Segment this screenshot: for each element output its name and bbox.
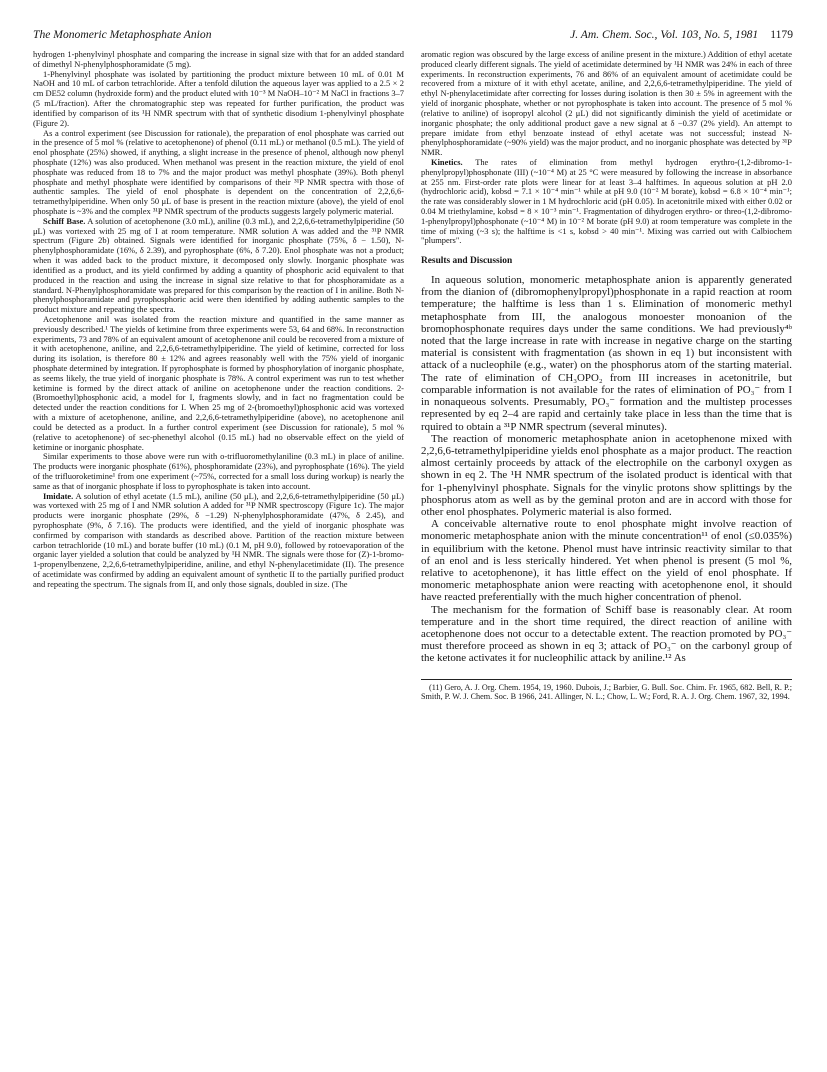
run-in-heading: Schiff Base.	[43, 215, 86, 226]
running-title: The Monomeric Metaphosphate Anion	[33, 28, 212, 41]
left-column	[33, 50, 404, 590]
body-columns	[33, 50, 793, 1060]
paragraph: Acetophenone anil was isolated from the reaction mixture and quantified in the same manner as previously described.¹ The yields of ketimine from three experiments were 53, 64 and 68%. In reconstruction experiments, 73 and 78% of an equivalent amount of acetophenone anil could be recovered from a mixture of it with acetophenone, aniline, and 2,2,6,6-tetramethylpiperidine. The yield of ketimine, corrected for loss during its isolation, is therefore 80 ± 12% and agrees reasonably well with the 75% yield of inorganic phosphate determined by integration. If pyrophosphate is formed by phosphorylation of inorganic phosphate, as seems likely, the true yield of inorganic phosphate is 78%. A control experiment was run to test whether ketimine is formed by the direct attack of aniline on acetophenone under the reaction conditions. 2-(Bromoethyl)phosphonic acid, a model for I, fragments slowly, and in fact no fragmentation could be detected under the reaction conditions for I. When 25 mg of 2-(bromoethyl)phosphonic acid was vortexed with a mixture of acetophenone, aniline, and 2,2,6,6-tetramethylpiperidine (above), no acetophenone anil could be detected as a product. In a further control experiment (see Discussion for rationale), 5 mol % (relative to acetophenone) of sec-phenethyl alcohol (0.15 mL) had no observable effect on the yield of ketimine or inorganic phosphate.	[33, 313, 404, 452]
paragraph-text: The rates of elimination from methyl hydrogen erythro-(1,2-dibromo-1-phenylpropyl)phosphonate (III) (~10⁻⁴ M) at 25 °C were measured by following the increase in absorbance at 255 nm. First-order rate plots were linear for at least 3–4 halftimes. In aqueous solution at pH 2.0 (hydrochloric acid), kobsd = 7.1 × 10⁻⁴ min⁻¹ while at pH 9.0 (10⁻² M borate), kobsd = 6.8 × 10⁻⁴ min⁻¹; the rate was considerably slower in 1 M hydrochloric acid (pH 0.05). In acetonitrile mixed with either 0.02 or 0.04 M triethylamine, kobsd = 8 × 10⁻³ min⁻¹. Fragmentation of dihydrogen erythro- or threo-(1,2-dibromo-1-phenylpropyl)phosphonate (~10⁻⁴ M) in 10⁻² M borate (pH 9.0) at room temperature was complete in the time of mixing (~3 s); the halftime is <1 s, kobsd > 40 min⁻¹. Mixing was carried out with Calbiochem "plumpers".	[421, 156, 792, 246]
run-in-heading: Kinetics.	[431, 156, 463, 167]
paragraph-text: A solution of ethyl acetate (1.5 mL), aniline (50 μL), and 2,2,6,6-tetramethylpiperidine (50 μL) was vortexed with 25 mg of I and NMR solution A added for ³¹P NMR spectroscopy (Figure 1c). The major products were inorganic phosphate (29%, δ −1.29) N-phenylphosphoramidate (47%, δ 2.45), and pyrophosphate (9%, δ 7.16). The products were identified, and the yield of inorganic phosphate was confirmed by comparison with standards as described above. Partition of the reaction mixture between carbon tetrachloride (10 mL) and borate buffer (10 mL) (0.1 M, pH 9.0), followed by rotoevaporation of the organic layer yielded a solution that could be analyzed by ¹H NMR. The signals were those for (Z)-1-bromo-1-propenylbenzene, 2,2,6,6-tetramethylpiperidine, aniline, and ethyl N-phenylacetimidate (II). The presence of acetimidate was confirmed by adding an equivalent amount of synthetic II to the partially purified product and repeating the spectrum. The signals from II, and only those signals, doubled in size. (The	[33, 490, 404, 589]
page-header	[33, 28, 793, 50]
paragraph-kinetics	[421, 158, 792, 246]
paragraph: A conceivable alternative route to enol phosphate might involve reaction of monomeric metaphosphate anion with the minute concentration¹¹ of enol (≤0.035%) in equilibrium with the ketone. Phenol must have intrinsic reactivity similar to that of an enol and is less sterically hindered. Yet when phenol is present (5 mol %, relative to acetophenone), it has little effect on the yield of enol phosphate. If monomeric metaphosphate anion were reacting with acetophenone enol, it should have reacted preferentially with the much higher concentration of phenol.	[421, 518, 792, 604]
paragraph: hydrogen 1-phenylvinyl phosphate and comparing the increase in signal size with that for an added standard of dimethyl N-phenylphosphoramidate (5 mg).	[33, 49, 404, 69]
page-number: 1179	[770, 28, 793, 41]
paragraph-schiff-base	[33, 217, 404, 315]
results-text	[421, 274, 792, 665]
paragraph-text: A solution of acetophenone (3.0 mL), aniline (0.3 mL), and 2,2,6,6-tetramethylpiperidine (50 μL) was vortexed with 25 mg of I at room temperature. NMR solution A was added and the ³¹P NMR spectrum (Figure 2b) obtained. Signals were identified for inorganic phosphate (75%, δ − 1.50), N-phenylphosphoramidate (16%, δ 2.39), and pyrophosphate (6%, δ 7.20). Enol phosphate was not a product; when it was added back to the product mixture, it decomposed only slowly. Inorganic phosphate was identified as a product, and its yield confirmed by adding a quantity of phosphoric acid equivalent to that produced in the reaction and using the increase in signal size relative to that for phosphoramidate as a standard. N-Phenylphosphoramidate was prepared for this comparison by the reaction of I in aniline. Both N-phenylphosphoramidate and pyrophosphoric acid were then identified by adding authentic samples to the product mixture and repeating the spectra.	[33, 215, 405, 315]
section-heading: Results and Discussion	[421, 256, 513, 267]
right-column	[421, 50, 792, 702]
paragraph: As a control experiment (see Discussion for rationale), the preparation of enol phosphate was carried out in the presence of 5 mol % (relative to acetophenone) of phenol (0.11 mL) or methanol (0.5 mL). The yield of enol phosphate (25%) showed, if anything, a slight increase in the presence of phenol, although now phenyl phosphate (12%) was also produced. When methanol was present in the reaction mixture, the yield of enol phosphate was reduced from 18 to 7% and the major product was methyl phosphate (39%). Both phenyl phosphate and methyl phosphate were identified by comparisons of their ³¹P NMR spectra with those of authentic samples. The yield of enol phosphate is dependent on the concentration of 2,2,6,6-tetramethylpiperidine. When only 50 μL of base is present in the reaction mixture (above), the yield of enol phosphate is ~3% and the complex ³¹P NMR spectrum of the products suggests largely polymeric material.	[33, 127, 404, 216]
run-in-heading: Imidate.	[43, 490, 74, 501]
footnotes	[421, 679, 792, 702]
paragraph: The mechanism for the formation of Schiff base is reasonably clear. At room temperature and in the short time required, the direct reaction of aniline with acetophenone does not occur to a detectable extent. The reaction promoted by PO₃⁻ must therefore proceed as shown in eq 3; attack of PO₃⁻ on the carbonyl group of the ketone activates it for nucleophilic attack by aniline.¹² As	[421, 603, 792, 665]
footnote: (11) Gero, A. J. Org. Chem. 1954, 19, 1960. Dubois, J.; Barbier, G. Bull. Soc. Chim. Fr. 1965, 682. Bell, R. P.; Smith, P. W. J. Chem. Soc. B 1966, 241. Allinger, N. L.; Chow, L. W.; Ford, R. A. J. Org. Chem. 1967, 32, 1994.	[421, 682, 792, 702]
paragraph: The reaction of monomeric metaphosphate anion in acetophenone mixed with 2,2,6,6-tetramethylpiperidine yields enol phosphate as a major product. The reaction almost certainly proceeds by attack of the electrophile on the carbonyl oxygen as shown in eq 2. The ¹H NMR spectrum of the isolated product is identical with that for 1-phenylvinyl phosphate. Signals for the vinylic protons show splittings by the phosphorus atom as well as by the geminal proton and are in accord with those for other enol phosphates. Polymeric material is also formed.	[421, 432, 792, 518]
paragraph: 1-Phenylvinyl phosphate was isolated by partitioning the product mixture between 10 mL of 0.01 M NaOH and 10 mL of carbon tetrachloride. After a tenfold dilution the aqueous layer was applied to a 2.5 × 2 cm DE52 column (hydroxide form) and the product eluted with 10⁻³ M NaOH–10⁻² M NaCl in fractions 3–7 (5 mL/fraction). After the chromatographic step was repeated for further purification, the product was identified by comparison of its ¹H NMR spectrum with that of synthetic disodium 1-phenylvinyl phosphate (Figure 2).	[33, 68, 404, 128]
paragraph: In aqueous solution, monomeric metaphosphate anion is apparently generated from the dianion of (dibromophenylpropyl)phosphonate in a rapid reaction at room temperature; the halftime is less than 1 s. Elimination of monomeric methyl metaphosphate from III, the analogous monoester monoanion of the bromophosphonate requires days under the same conditions. We had previously⁴ᵇ noted that the large increase in rate with increase in negative charge on the starting material is consistent with fragmentation (as shown in eq 1) but inconsistent with attack of a nucleophile (e.g., water) on the phosphorus atom of the starting material. The rate of elimination of CH₃OPO₂ from III increases in acetonitrile, but comparable information is not available for the rates of elimination of PO₃⁻ from I in nonaqueous solvents. Presumably, PO₃⁻ formation and the multistep processes represented by eq 2–4 are rapid and certainly take place in less than the time that is rquired to obtain a ³¹P NMR spectrum (several minutes).	[421, 274, 792, 433]
paragraph: Similar experiments to those above were run with o-trifluoromethylaniline (0.3 mL) in place of aniline. The products were inorganic phosphate (61%), phosphoramidate (23%), and pyrophosphate (16%). The yield of the trifluoroketimine¹ from one experiment (~75%, corrected for a small loss during workup) is nearly the same as that of inorganic phosphate if loss to pyrophosphate is taken into account.	[33, 451, 404, 491]
paragraph-imidate	[33, 492, 404, 590]
paragraph: aromatic region was obscured by the large excess of aniline present in the mixture.) Addition of ethyl acetate produced clearly different signals. The yield of acetimidate determined by ¹H NMR was 24% in each of three experiments. In reconstruction experiments, 76 and 86% of an equivalent amount of acetimidate could be recovered from a mixture of it with ethyl acetate, aniline, and 2,2,6,6-tetramethylpiperidine. The yield of ethyl N-phenylacetimidate after correcting for losses during isolation is then 30 ± 5% in agreement with the yield of inorganic phosphate, whether or not pyrophosphate is taken into account. The presence of 5 mol % (relative to aniline) of isopropyl alcohol (2 μL) did not significantly diminish the yield of acetimidate or inorganic phosphate; the only additional product gave a new signal at δ −0.37 (2% yield). An attempt to prepare imidate from ethyl benzoate instead of ethyl acetate was not successful; instead N-phenylphosphoramidate (~90% yield) was the major product, and no inorganic phosphate was detected by ³¹P NMR.	[421, 49, 792, 158]
journal-citation: J. Am. Chem. Soc., Vol. 103, No. 5, 1981	[570, 28, 759, 41]
